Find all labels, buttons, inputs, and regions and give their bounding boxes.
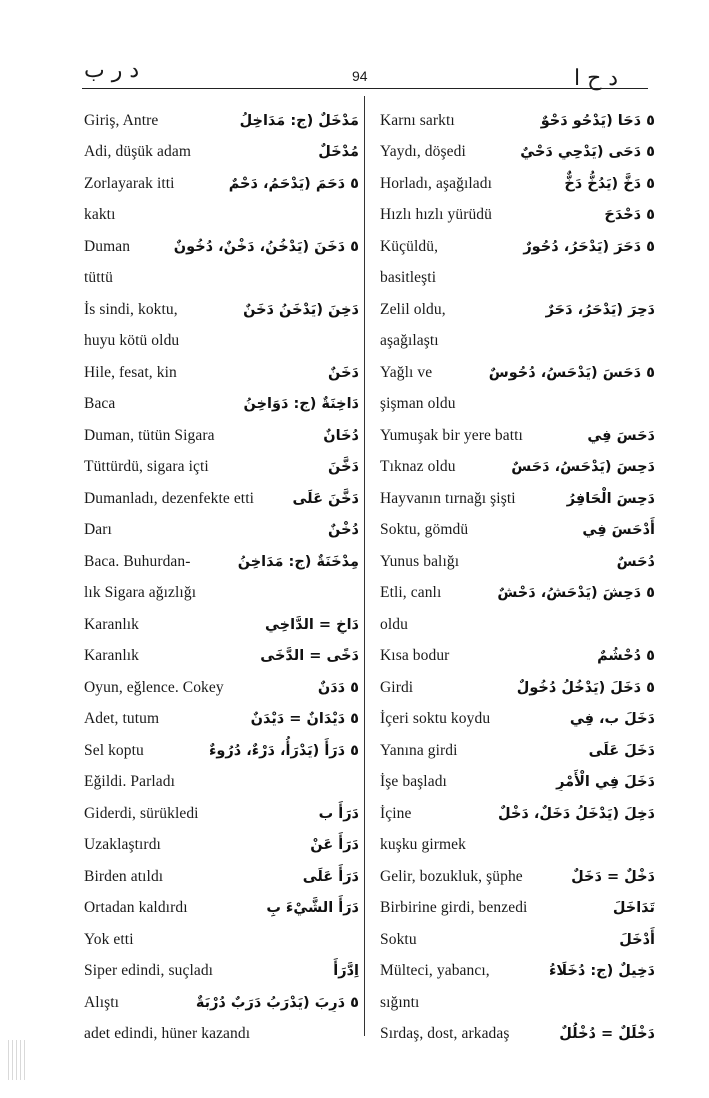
dictionary-entry — [380, 697, 655, 729]
turkish-definition: Darı — [84, 521, 112, 538]
dictionary-entry — [84, 350, 359, 382]
turkish-definition: Kısa bodur — [380, 647, 450, 664]
dictionary-entry — [84, 602, 359, 634]
arabic-headword: دَخِلَ (يَدْخَلُ دَخَلٌ، دَخْلٌ — [498, 805, 655, 822]
right-column — [380, 98, 655, 1043]
page-header — [0, 52, 709, 92]
turkish-definition: Mülteci, yabancı, — [380, 962, 490, 979]
turkish-definition: Yunus balığı — [380, 552, 460, 570]
dictionary-entry — [380, 350, 655, 382]
turkish-definition: Uzaklaştırdı — [84, 836, 161, 853]
dictionary-entry — [84, 760, 359, 792]
arabic-headword: ٥ دَحْدَحَ — [604, 207, 655, 223]
dictionary-entry — [380, 917, 655, 949]
arabic-headword: دَرَأَ الشَّيْءَ بِ — [266, 900, 359, 916]
dictionary-entry — [84, 823, 359, 855]
arabic-headword: دَخْلٌ = دَخَلٌ — [571, 868, 655, 885]
dictionary-entry — [380, 886, 655, 918]
arabic-headword: دَرَأَ عَنْ — [310, 837, 359, 853]
turkish-definition: Tüttürdü, sigara içti — [84, 458, 209, 475]
turkish-definition: basitleşti — [380, 269, 437, 286]
arabic-headword: ٥ دَخَنَ (يَدْخُنُ، دَخْنٌ، دُخُونٌ — [173, 238, 359, 255]
dictionary-entry — [380, 823, 655, 855]
dictionary-entry — [380, 445, 655, 477]
arabic-headword: اِدَّرَأَ — [333, 963, 359, 979]
turkish-definition: Karanlık — [84, 647, 140, 664]
dictionary-entry — [84, 634, 359, 666]
turkish-definition: Yaydı, döşedi — [380, 143, 466, 160]
dictionary-entry — [84, 413, 359, 445]
dictionary-entry — [84, 130, 359, 162]
dictionary-entry — [380, 791, 655, 823]
turkish-definition: İçeri soktu koydu — [380, 710, 491, 727]
arabic-headword: دَخَلَ فِي الْأَمْرِ — [556, 774, 655, 790]
turkish-definition: İçine — [380, 804, 412, 822]
arabic-headword: ٥ دَحَى (يَدْحِي دَحْيٌ — [520, 144, 655, 160]
arabic-headword: دَاخٍ = الدَّاخِي — [265, 616, 359, 633]
column-divider — [364, 96, 365, 1036]
arabic-headword: ٥ دُحْشُمٌ — [597, 648, 655, 664]
dictionary-entry — [84, 571, 359, 603]
arabic-headword: أَدْحَسَ فِي — [582, 522, 655, 538]
left-column — [84, 98, 359, 1043]
page-number: 94 — [352, 68, 368, 84]
dictionary-entry — [84, 949, 359, 981]
turkish-definition: İs sindi, koktu, — [84, 300, 178, 318]
turkish-definition: Tıknaz oldu — [380, 458, 456, 475]
arabic-headword: دَحَسَ فِي — [587, 427, 655, 444]
dictionary-entry — [84, 728, 359, 760]
turkish-definition: sığıntı — [380, 993, 420, 1011]
turkish-definition: aşağılaştı — [380, 332, 439, 349]
turkish-definition: Hile, fesat, kin — [84, 363, 177, 381]
turkish-definition: kaktı — [84, 206, 116, 223]
dictionary-entry — [380, 224, 655, 256]
dictionary-entry — [84, 980, 359, 1012]
header-root-right: د ح ا — [574, 66, 619, 91]
turkish-definition: Giderdi, sürükledi — [84, 804, 199, 822]
turkish-definition: Girdi — [380, 678, 414, 696]
arabic-headword: دَخَلَ ب، فِي — [569, 711, 655, 727]
dictionary-entry — [84, 476, 359, 508]
turkish-definition: Karnı sarktı — [380, 111, 455, 129]
arabic-headword: دُحَسٌ — [616, 553, 655, 570]
turkish-definition: Zorlayarak itti — [84, 174, 175, 192]
arabic-headword: ٥ دَحَا (يَدْحُو دَحْوٌ — [540, 112, 655, 129]
turkish-definition: İşe başladı — [380, 773, 447, 790]
arabic-headword: دَخِيلٌ (ج: دُخَلَاءُ — [548, 963, 655, 979]
dictionary-entry — [380, 665, 655, 697]
dictionary-entry — [84, 854, 359, 886]
turkish-definition: Adi, düşük adam — [84, 143, 191, 160]
dictionary-entry — [84, 287, 359, 319]
turkish-definition: Soktu, gömdü — [380, 521, 469, 538]
dictionary-entry — [84, 256, 359, 288]
dictionary-entry — [84, 539, 359, 571]
arabic-headword: مِدْخَنَةٌ (ج: مَدَاخِنُ — [237, 553, 359, 570]
dictionary-entry — [84, 508, 359, 540]
arabic-headword: دَخَنٌ — [328, 364, 359, 381]
arabic-headword: ٥ دَخَلَ (يَدْخُلُ دُخُولٌ — [516, 679, 655, 696]
dictionary-entry — [380, 256, 655, 288]
turkish-definition: Zelil oldu, — [380, 300, 446, 318]
dictionary-entry — [84, 445, 359, 477]
dictionary-entry — [380, 382, 655, 414]
dictionary-entry — [380, 130, 655, 162]
turkish-definition: Gelir, bozukluk, şüphe — [380, 867, 523, 885]
turkish-definition: Dumanladı, dezenfekte etti — [84, 489, 255, 507]
turkish-definition: Karanlık — [84, 615, 140, 633]
turkish-definition: lık Sigara ağızlığı — [84, 584, 197, 601]
arabic-headword: ٥ دَرِبَ (يَدْرَبُ دَرَبٌ دُرْبَةٌ — [195, 994, 359, 1011]
turkish-definition: Soktu — [380, 930, 417, 948]
arabic-headword: دَحِسَ (يَدْحَسُ، دَحَسٌ — [511, 459, 655, 475]
arabic-headword: ٥ دَحِشَ (يَدْحَشُ، دَحْشٌ — [497, 585, 655, 601]
arabic-headword: أَدْخَلَ — [619, 931, 655, 948]
dictionary-entry — [380, 319, 655, 351]
turkish-definition: Alıştı — [84, 993, 120, 1011]
turkish-definition: Oyun, eğlence. Cokey — [84, 678, 224, 696]
dictionary-entry — [380, 287, 655, 319]
turkish-definition: şişman oldu — [380, 395, 456, 412]
dictionary-entry — [84, 193, 359, 225]
turkish-definition: Sırdaş, dost, arkadaş — [380, 1025, 510, 1042]
arabic-headword: دُخَانٌ — [323, 427, 359, 444]
dictionary-entry — [84, 319, 359, 351]
turkish-definition: tüttü — [84, 269, 113, 286]
arabic-headword: دَخًى = الدَّخَى — [260, 648, 359, 664]
turkish-definition: huyu kötü oldu — [84, 332, 180, 349]
arabic-headword: مُدْخَلٌ — [318, 144, 359, 160]
arabic-headword: تَدَاخَلَ — [612, 900, 655, 916]
dictionary-entry — [84, 886, 359, 918]
dictionary-entry — [380, 602, 655, 634]
dictionary-entry — [380, 193, 655, 225]
dictionary-entry — [380, 634, 655, 666]
turkish-definition: Eğildi. Parladı — [84, 773, 176, 790]
turkish-definition: Yok etti — [84, 930, 134, 948]
arabic-headword: ٥ دَيْدَانٌ = دَيْدَنٌ — [250, 711, 359, 727]
turkish-definition: Duman, tütün Sigara — [84, 426, 215, 444]
arabic-headword: دَاخِنَةٌ (ج: دَوَاخِنُ — [243, 396, 359, 412]
dictionary-entry — [84, 697, 359, 729]
dictionary-entry — [84, 1012, 359, 1044]
dictionary-entry — [84, 98, 359, 130]
turkish-definition: Adet, tutum — [84, 710, 160, 727]
dictionary-entry — [84, 791, 359, 823]
dictionary-entry — [380, 98, 655, 130]
dictionary-entry — [380, 539, 655, 571]
dictionary-entry — [380, 949, 655, 981]
dictionary-entry — [380, 760, 655, 792]
dictionary-entry — [380, 571, 655, 603]
turkish-definition: Hızlı hızlı yürüdü — [380, 206, 493, 223]
dictionary-entry — [84, 917, 359, 949]
arabic-headword: ٥ دَحَرَ (يَدْحَرُ، دُحُورٌ — [523, 238, 655, 255]
turkish-definition: Ortadan kaldırdı — [84, 899, 188, 916]
dictionary-entry — [380, 728, 655, 760]
dictionary-entry — [380, 161, 655, 193]
arabic-headword: دَخَّنَ عَلَى — [292, 490, 359, 507]
arabic-headword: دَخِنَ (يَدْخَنُ دَخَنٌ — [243, 301, 359, 318]
turkish-definition: Siper edindi, suçladı — [84, 962, 214, 979]
turkish-definition: Baca — [84, 395, 116, 412]
dictionary-entry — [380, 413, 655, 445]
turkish-definition: Birden atıldı — [84, 867, 164, 885]
turkish-definition: Yanına girdi — [380, 741, 458, 759]
arabic-headword: ٥ دَخَّ (يَدُخُّ دَخٌّ — [564, 175, 655, 192]
dictionary-entry — [84, 224, 359, 256]
dictionary-entry — [380, 508, 655, 540]
dictionary-entry — [380, 1012, 655, 1044]
arabic-headword: ٥ دَرَأَ (يَدْرَأُ، دَرْءٌ، دُرُوءٌ — [208, 742, 359, 759]
turkish-definition: Baca. Buhurdan- — [84, 552, 191, 570]
arabic-headword: ٥ دَدَنٌ — [317, 679, 359, 696]
turkish-definition: Hayvanın tırnağı şişti — [380, 489, 516, 507]
arabic-headword: دَخَلَ عَلَى — [588, 742, 655, 759]
arabic-headword: دَحِرَ (يَدْحَرُ، دَحَرٌ — [545, 301, 655, 318]
turkish-definition: Sel koptu — [84, 741, 144, 759]
arabic-headword: دَرَأَ ب — [318, 805, 359, 822]
arabic-headword: دَخَّنَ — [328, 459, 359, 475]
turkish-definition: Horladı, aşağıladı — [380, 174, 492, 192]
turkish-definition: Yağlı ve — [380, 363, 433, 381]
turkish-definition: Yumuşak bir yere battı — [380, 426, 523, 444]
turkish-definition: oldu — [380, 615, 408, 633]
dictionary-entry — [84, 161, 359, 193]
turkish-definition: Etli, canlı — [380, 584, 442, 601]
turkish-definition: Duman — [84, 237, 131, 255]
turkish-definition: kuşku girmek — [380, 836, 467, 853]
arabic-headword: دَخْلَلٌ = دُخْلُلٌ — [559, 1026, 655, 1042]
dictionary-entry — [380, 476, 655, 508]
arabic-headword: ٥ دَحَمَ (يَدْحَمُ، دَحْمٌ — [228, 175, 359, 192]
arabic-headword: ٥ دَحَسَ (يَدْحَسُ، دُحُوسٌ — [488, 364, 655, 381]
dictionary-entry — [84, 382, 359, 414]
arabic-headword: دُخْنٌ — [328, 522, 359, 538]
header-root-left: د ر ب — [84, 58, 140, 83]
dictionary-entry — [380, 980, 655, 1012]
turkish-definition: Birbirine girdi, benzedi — [380, 899, 528, 916]
dictionary-entry — [84, 665, 359, 697]
scan-artifact — [8, 1040, 26, 1080]
header-rule — [82, 88, 648, 89]
arabic-headword: مَدْخَلٌ (ج: مَدَاخِلُ — [239, 112, 359, 129]
arabic-headword: دَحِسَ الْحَافِرُ — [566, 490, 655, 507]
turkish-definition: Küçüldü, — [380, 237, 439, 255]
arabic-headword: دَرَأَ عَلَى — [302, 868, 359, 885]
dictionary-entry — [380, 854, 655, 886]
turkish-definition: Giriş, Antre — [84, 111, 159, 129]
turkish-definition: adet edindi, hüner kazandı — [84, 1025, 251, 1042]
